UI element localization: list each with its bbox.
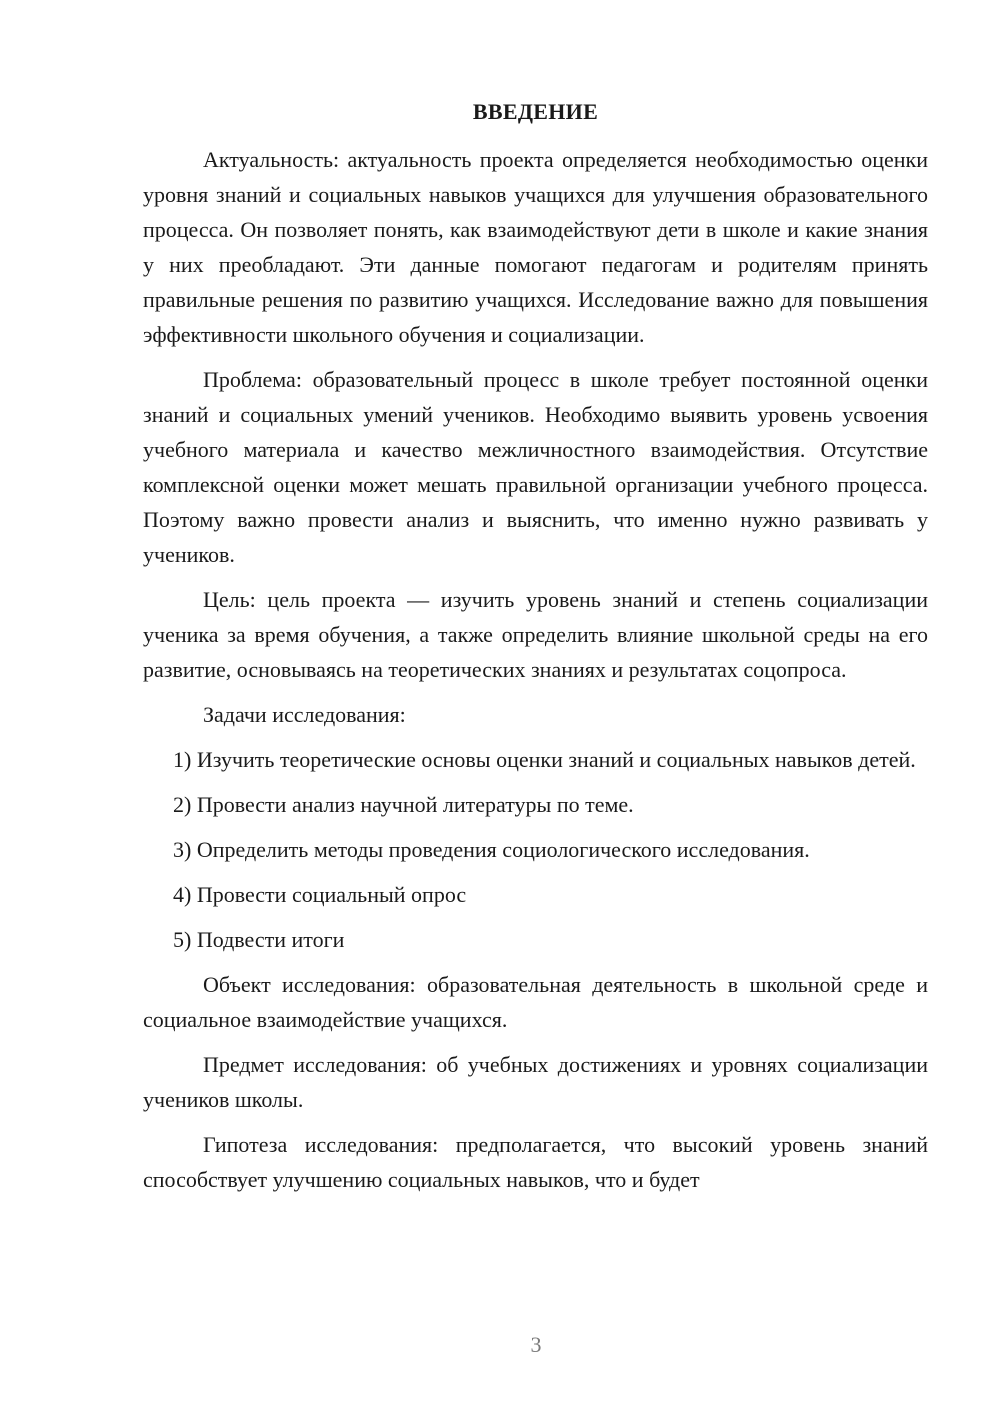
goal-paragraph: Цель: цель проекта — изучить уровень знаний и степень социализации ученика за время обучения, а также определить влияние школьной среды на его развитие, основываясь на теоретических знаниях и результатах соцопроса. <box>143 587 928 682</box>
section-title: ВВЕДЕНИЕ <box>472 99 599 124</box>
document-page <box>143 94 928 1197</box>
page-number: 3 <box>530 1332 542 1357</box>
hypothesis-paragraph: Гипотеза исследования: предполагается, что высокий уровень знаний способствует улучшению социальных навыков, что и будет <box>143 1132 928 1192</box>
task-item-1: 1) Изучить теоретические основы оценки знаний и социальных навыков детей. <box>173 747 916 772</box>
object-paragraph: Объект исследования: образовательная деятельность в школьной среде и социальное взаимодействие учащихся. <box>143 972 928 1032</box>
subject-paragraph: Предмет исследования: об учебных достижениях и уровнях социализации учеников школы. <box>143 1052 928 1112</box>
tasks-heading: Задачи исследования: <box>203 702 406 727</box>
task-item-3: 3) Определить методы проведения социологического исследования. <box>173 837 810 862</box>
relevance-paragraph: Актуальность: актуальность проекта определяется необходимостью оценки уровня знаний и социальных навыков учащихся для улучшения образовательного процесса. Он позволяет понять, как взаимодействуют дети в школе и какие знания у них преобладают. Эти данные помогают педагогам и родителям принять правильные решения по развитию учащихся. Исследование важно для повышения эффективности школьного обучения и социализации. <box>143 147 928 347</box>
task-item-5: 5) Подвести итоги <box>173 927 345 952</box>
task-item-4: 4) Провести социальный опрос <box>173 882 467 907</box>
problem-paragraph: Проблема: образовательный процесс в школе требует постоянной оценки знаний и социальных умений учеников. Необходимо выявить уровень усвоения учебного материала и качество межличностного взаимодействия. Отсутствие комплексной оценки может мешать правильной организации учебного процесса. Поэтому важно провести анализ и выяснить, что именно нужно развивать у учеников. <box>143 367 928 567</box>
task-item-2: 2) Провести анализ научной литературы по теме. <box>173 792 634 817</box>
